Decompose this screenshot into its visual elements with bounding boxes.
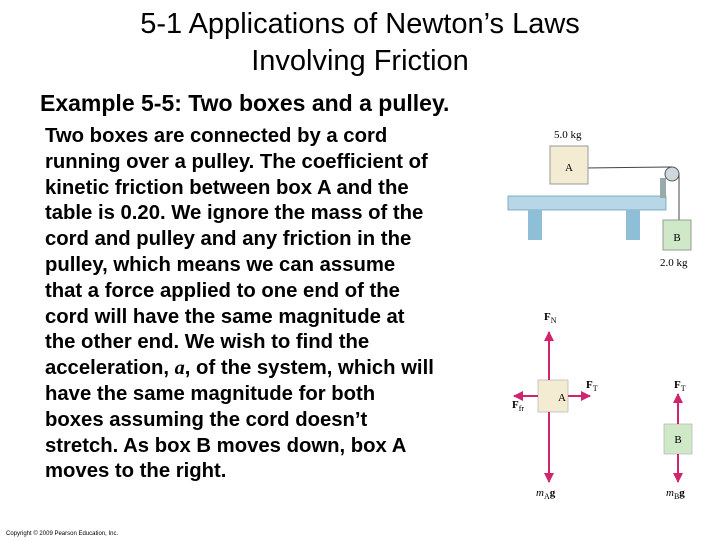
fbd-box-a bbox=[512, 311, 598, 501]
mass-a-label: 5.0 kg bbox=[554, 129, 582, 141]
table-top bbox=[508, 196, 666, 210]
tension-a-label: $F_T$ bbox=[586, 379, 598, 393]
text-line: cord and pulley and any friction in the bbox=[45, 228, 412, 251]
text-line: stretch. As box B moves down, box A bbox=[45, 434, 407, 457]
fbd-b-box-label: B bbox=[674, 434, 682, 446]
normal-force-label: $F_N$ bbox=[544, 311, 557, 325]
text-line: have the same magnitude for both bbox=[45, 382, 376, 405]
text-line: Two boxes are connected by a cord bbox=[45, 125, 388, 147]
acceleration-variable: a bbox=[174, 357, 185, 380]
pulley-diagram bbox=[500, 118, 710, 508]
text-line: the other end. We wish to find the bbox=[45, 331, 370, 354]
fbd-a-box-label: A bbox=[558, 392, 566, 404]
text-line: table is 0.20. We ignore the mass of the bbox=[45, 202, 424, 225]
text-fragment: , of the system, which will bbox=[184, 357, 434, 380]
text-line: pulley, which means we can assume bbox=[45, 253, 396, 276]
table-leg-right bbox=[626, 210, 640, 240]
text-line: cord will have the same magnitude at bbox=[45, 305, 405, 328]
weight-a-label: $m_Ag$ bbox=[536, 487, 556, 501]
pulley-bracket bbox=[660, 178, 666, 198]
tension-b-label: $F_T$ bbox=[674, 379, 686, 393]
text-line: boxes assuming the cord doesn’t bbox=[45, 408, 368, 431]
text-line: moves to the right. bbox=[45, 460, 227, 483]
text-line bbox=[45, 356, 515, 382]
mass-b-label: 2.0 kg bbox=[660, 257, 688, 269]
slide-title bbox=[0, 6, 720, 80]
fbd-box-b bbox=[664, 379, 692, 501]
friction-label: $F_{fr}$ bbox=[512, 399, 525, 413]
pulley-figure bbox=[500, 118, 710, 508]
box-b-label: B bbox=[673, 232, 681, 244]
text-line: that a force applied to one end of the bbox=[45, 279, 400, 302]
table-setup bbox=[508, 129, 691, 269]
cord-horizontal bbox=[585, 167, 672, 168]
copyright-notice: Copyright © 2009 Pearson Education, Inc. bbox=[6, 531, 119, 537]
title-line-2: Involving Friction bbox=[251, 45, 469, 77]
text-fragment: acceleration, bbox=[45, 357, 175, 380]
text-line: running over a pulley. The coefficient of bbox=[45, 150, 428, 173]
pulley-wheel bbox=[665, 167, 679, 181]
example-heading: Example 5-5: Two boxes and a pulley. bbox=[40, 90, 450, 116]
text-line: kinetic friction between box A and the bbox=[45, 176, 409, 199]
table-leg-left bbox=[528, 210, 542, 240]
box-a-label: A bbox=[565, 162, 573, 174]
title-line-1: 5-1 Applications of Newton’s Laws bbox=[140, 8, 580, 40]
weight-b-label: $m_Bg$ bbox=[666, 487, 685, 501]
problem-text bbox=[45, 124, 515, 485]
